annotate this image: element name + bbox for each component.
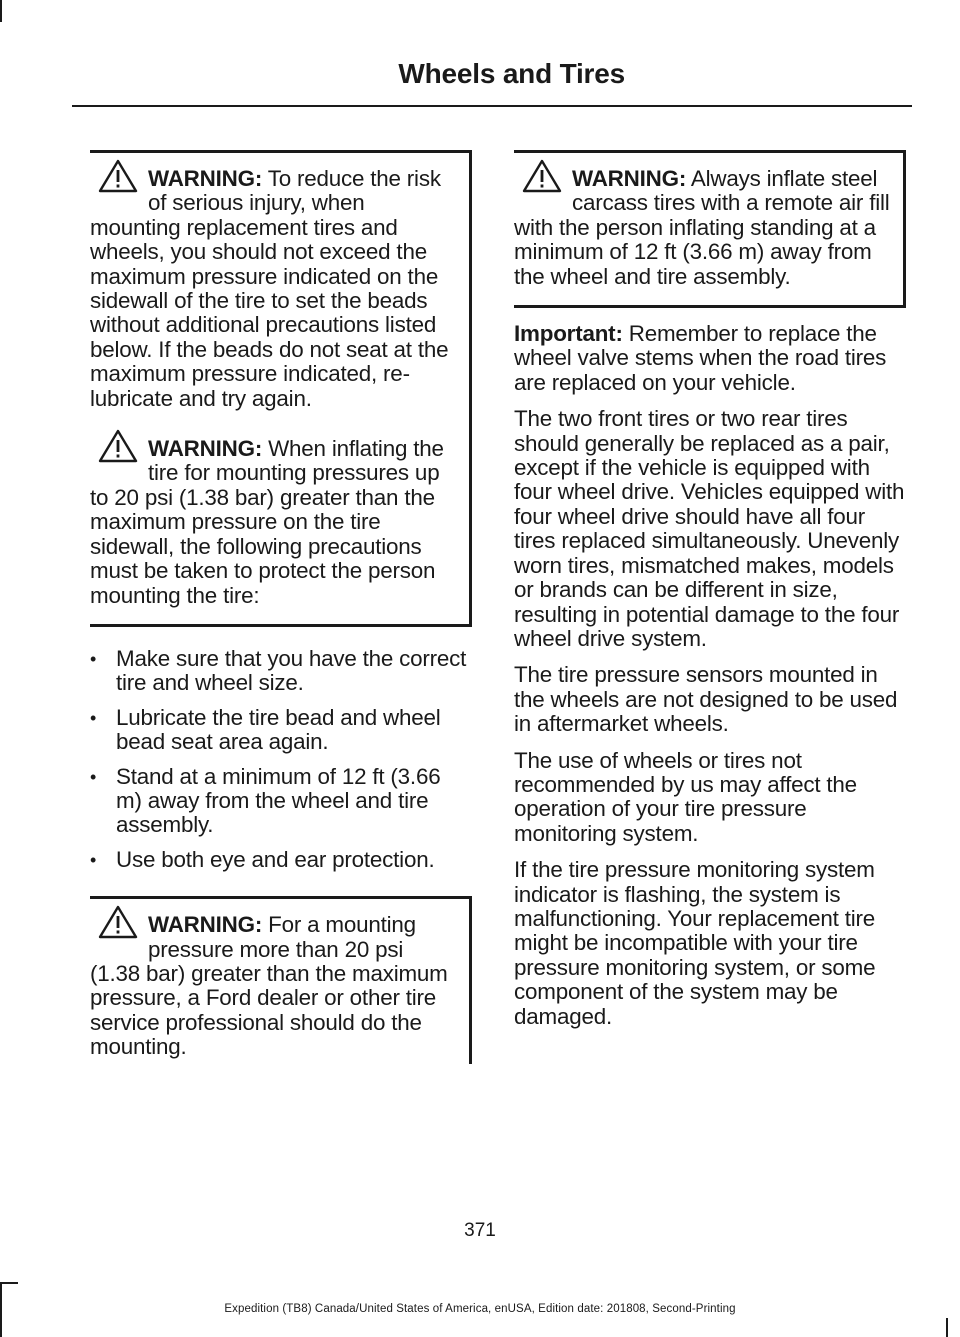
warning-triangle-icon — [90, 159, 146, 193]
warning-block-1 — [90, 167, 459, 411]
warning-label: WARNING: — [572, 166, 687, 191]
right-column — [514, 150, 906, 1041]
warning-box-group — [90, 150, 472, 624]
warning-text: For a mounting pressure more than 20 psi (1.38 bar) greater than the maximum pressure, a Ford dealer or other tire service professional should do the mounting. — [90, 912, 448, 1060]
warning-triangle-icon — [514, 159, 570, 193]
warning-triangle-icon — [90, 905, 146, 939]
left-column — [90, 150, 472, 1064]
paragraph-tire-replacement: The two front tires or two rear tires should generally be replaced as a pair, except if the vehicle is equipped with four wheel drive. Vehicles equipped with four wheel drive should have all four tires replaced simultaneously. Unevenly worn tires, mismatched makes, models or brands can be different in size, resulting in potential damage to the four wheel drive system. — [514, 406, 905, 651]
warning-block-2 — [90, 437, 459, 608]
warning-block-4 — [514, 150, 906, 308]
footer-edition-info: Expedition (TB8) Canada/United States of America, enUSA, Edition date: 201808, Second-Printing — [224, 1303, 736, 1315]
warning-text: To reduce the risk of serious injury, when mounting replacement tires and wheels, you should not exceed the maximum pressure indicated on the sidewall of the tire to set the beads without additional precautions listed below. If the beads do not seat at the maximum pressure indicated, re-lubricate and try again. — [90, 166, 449, 411]
warning-text: When inflating the tire for mounting pressures up to 20 psi (1.38 bar) greater than the maximum pressure on the tire sidewall, the following precautions must be taken to protect the person mounting the tire: — [90, 436, 444, 608]
header-rule — [72, 105, 912, 107]
list-item: • Make sure that you have the correct tire and wheel size. — [90, 645, 467, 696]
crop-mark-bottom-right — [946, 1318, 948, 1337]
warning-text: Always inflate steel carcass tires with a remote air fill with the person inflating standing at a minimum of 12 ft (3.66 m) away from the wheel and tire assembly. — [514, 166, 890, 289]
list-item: • Use both eye and ear protection. — [90, 846, 435, 872]
page-title: Wheels and Tires — [398, 58, 625, 89]
warning-triangle-icon — [90, 429, 146, 463]
warning-label: WARNING: — [148, 166, 263, 191]
warning-box-bottom-rule — [90, 624, 472, 627]
warning-label: WARNING: — [148, 912, 263, 938]
paragraph-aftermarket: The use of wheels or tires not recommended by us may affect the operation of your tire pressure monitoring system. — [514, 747, 857, 846]
paragraph-pressure-sensors: The tire pressure sensors mounted in the wheels are not designed to be used in aftermarket wheels. — [514, 662, 898, 737]
important-text: Remember to replace the wheel valve stems when the road tires are replaced on your vehicle. — [514, 321, 887, 395]
bullet: • — [90, 766, 97, 787]
bullet: • — [90, 707, 97, 728]
list-item: • Stand at a minimum of 12 ft (3.66 m) away from the wheel and tire assembly. — [90, 763, 441, 838]
bullet: • — [90, 648, 97, 669]
list-item: • Lubricate the tire bead and wheel bead seat area again. — [90, 704, 441, 755]
important-paragraph — [514, 322, 906, 395]
paragraph-indicator-flashing: If the tire pressure monitoring system indicator is flashing, the system is malfunctioning. Your replacement tire might be incompatible with your tire pressure monitoring system, or some component of the system may be damaged. — [514, 857, 876, 1029]
crop-mark-top-left — [0, 0, 2, 22]
bullet: • — [90, 849, 97, 870]
warning-block-3 — [90, 896, 472, 1063]
page-number: 371 — [464, 1220, 496, 1241]
crop-mark-bottom-left-h — [0, 1282, 18, 1284]
warning-label: WARNING: — [148, 436, 263, 462]
precautions-list — [90, 647, 472, 872]
important-label: Important: — [514, 321, 623, 347]
